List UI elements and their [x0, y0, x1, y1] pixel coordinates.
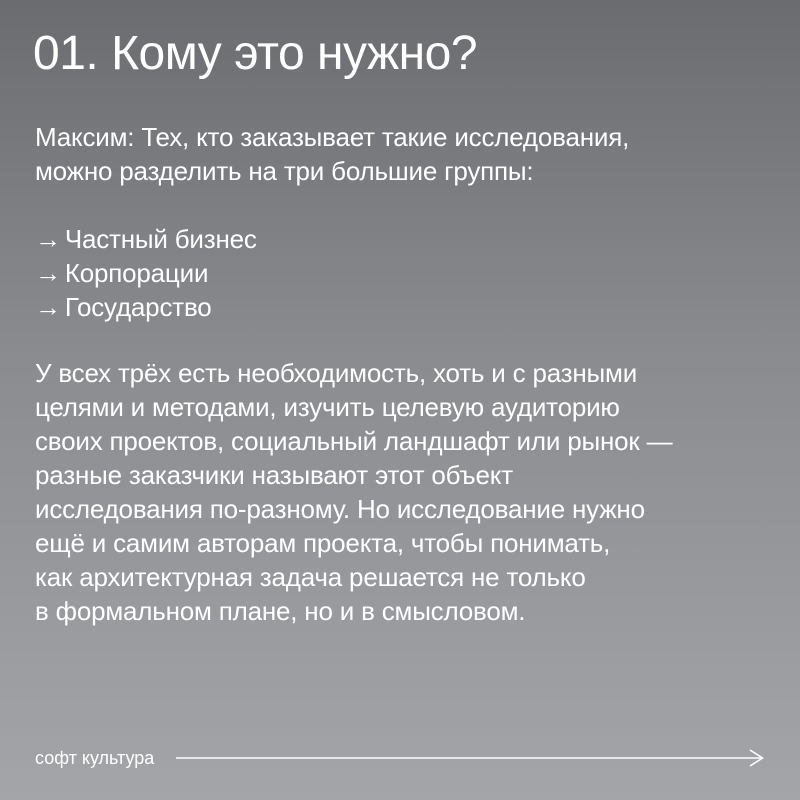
list-item-label: Частный бизнес — [64, 224, 257, 254]
groups-list — [35, 222, 775, 324]
long-arrow-right-icon — [176, 748, 765, 768]
body-line: У всех трёх есть необходимость, хоть и с разными — [35, 358, 638, 388]
intro-line: Максим: Тех, кто заказывает такие исследования, — [35, 122, 630, 152]
body-line: разные заказчики называют этот объект — [35, 460, 513, 490]
arrow-right-icon: → — [35, 292, 61, 322]
page-title: 01. Кому это нужно? — [33, 27, 478, 80]
content — [35, 120, 775, 628]
body-line: в формальном плане, но и в смысловом. — [35, 596, 526, 626]
list-item — [35, 222, 775, 256]
brand-name: софт культура — [35, 748, 155, 768]
list-item — [35, 256, 775, 290]
list-item-label: Государство — [64, 292, 212, 322]
body-line: исследования по-разному. Но исследование нужно — [35, 494, 645, 524]
body-line: как архитектурная задача решается не только — [35, 562, 586, 592]
arrow-right-icon: → — [35, 258, 61, 288]
arrow-right-icon: → — [35, 224, 61, 254]
list-item — [35, 290, 775, 324]
intro-paragraph — [35, 120, 775, 188]
body-paragraph — [35, 356, 775, 628]
body-line: своих проектов, социальный ландшафт или рынок — — [35, 426, 673, 456]
intro-line: можно разделить на три большие группы: — [35, 156, 534, 186]
footer — [35, 744, 765, 772]
body-line: ещё и самим авторам проекта, чтобы понимать, — [35, 528, 611, 558]
body-line: целями и методами, изучить целевую аудиторию — [35, 392, 620, 422]
list-item-label: Корпорации — [64, 258, 209, 288]
